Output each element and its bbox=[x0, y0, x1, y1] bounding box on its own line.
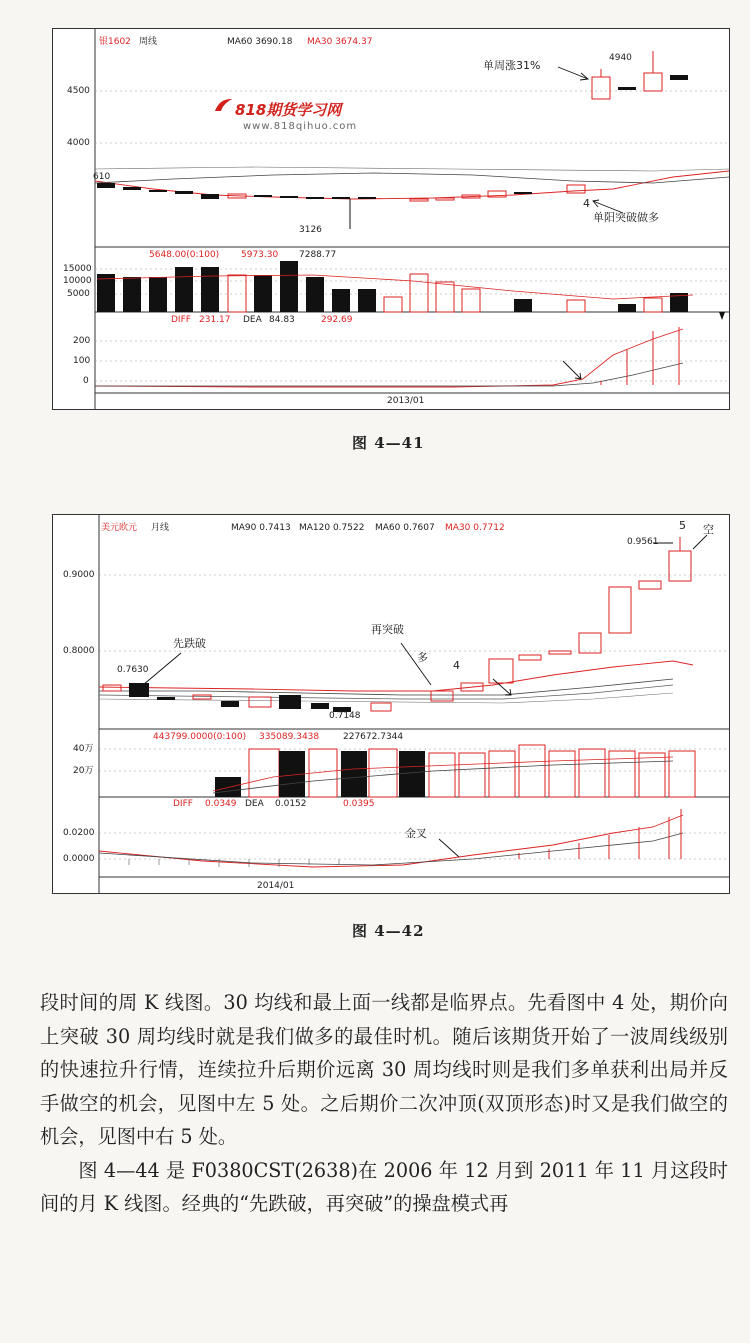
vol-label-3: 7288.77 bbox=[299, 250, 337, 260]
macd-value: 292.69 bbox=[321, 315, 353, 325]
vol-tick-10000: 10000 bbox=[63, 276, 92, 286]
diff-label-2: DIFF bbox=[173, 799, 193, 809]
dea-value-2: 0.0152 bbox=[275, 799, 307, 809]
vol-label-2-3: 227672.7344 bbox=[343, 732, 404, 742]
vol-tick-40w: 40万 bbox=[73, 744, 94, 754]
price-label-3126: 3126 bbox=[299, 225, 322, 235]
annotation-point-4b: 4 bbox=[453, 659, 460, 672]
price-label-07148: 0.7148 bbox=[329, 711, 361, 721]
macd-tick-000: 0.0000 bbox=[63, 854, 95, 864]
price-label-610: 610 bbox=[93, 172, 111, 182]
dea-label: DEA bbox=[243, 315, 262, 325]
annotation-golden-cross: 金叉 bbox=[405, 827, 427, 840]
macd-lines bbox=[95, 327, 683, 387]
y-tick-4500: 4500 bbox=[67, 86, 90, 96]
macd-tick-0: 0 bbox=[83, 376, 89, 386]
figure-4-42-chart bbox=[52, 514, 730, 894]
paragraph-1: 段时间的周 K 线图。30 均线和最上面一线都是临界点。先看图中 4 处，期价向上突破 30 周均线时就是我们做多的最佳时机。随后该期货开始了一波周线级别的快速拉升行情，连续拉升后期价远离 30 周均线时则是我们多单获利出局并反手做空的机会，见图中左 5 处。之后期价二次冲顶(双顶形态)时又是我们做空的机会，见图中右 5 处。 bbox=[40, 991, 728, 1148]
period-label: 周线 bbox=[139, 37, 158, 47]
caption-figure-4-42: 图 4—42 bbox=[352, 922, 425, 940]
vol-label-2-1: 443799.0000(0:100) bbox=[153, 732, 247, 742]
caption-figure-4-41: 图 4—41 bbox=[352, 434, 425, 452]
annotation-point-4: 4 bbox=[583, 197, 590, 210]
ma30-label-2: MA30 0.7712 bbox=[445, 523, 505, 533]
ma60-label: MA60 3690.18 bbox=[227, 37, 293, 47]
symbol-label: 银1602 bbox=[99, 37, 131, 47]
site-watermark bbox=[213, 97, 393, 143]
diff-value-2: 0.0349 bbox=[205, 799, 237, 809]
vol-label-1: 5648.00(0:100) bbox=[149, 250, 220, 260]
annotation-long: 多 bbox=[417, 651, 428, 664]
symbol-label-2: 美元欧元 bbox=[101, 523, 138, 533]
dea-label-2: DEA bbox=[245, 799, 264, 809]
macd-tick-002: 0.0200 bbox=[63, 828, 95, 838]
watermark-logo-icon bbox=[213, 97, 233, 113]
vol-label-2: 5973.30 bbox=[241, 250, 279, 260]
annotation-short: 空 bbox=[703, 523, 714, 536]
diff-label: DIFF bbox=[171, 315, 191, 325]
y-tick-0800: 0.8000 bbox=[63, 646, 95, 656]
period-label-2: 月线 bbox=[151, 523, 170, 533]
vol-label-2-2: 335089.3438 bbox=[259, 732, 320, 742]
price-label-4940: 4940 bbox=[609, 53, 632, 63]
y-tick-0900: 0.9000 bbox=[63, 570, 95, 580]
annotation-re-break: 再突破 bbox=[371, 623, 404, 636]
vol-tick-20w: 20万 bbox=[73, 766, 94, 776]
x-label-2013: 2013/01 bbox=[387, 396, 425, 406]
annotation-breakout-long: 单阳突破做多 bbox=[593, 211, 659, 224]
dea-value: 84.83 bbox=[269, 315, 295, 325]
annotation-point-5: 5 bbox=[679, 519, 686, 532]
volume-bars bbox=[97, 261, 725, 320]
watermark-url: www.818qihuo.com bbox=[243, 121, 358, 132]
paragraph-2: 图 4—44 是 F0380CST(2638)在 2006 年 12 月到 2011 年 11 月这段时间的月 K 线图。经典的“先跌破，再突破”的操盘模式再 bbox=[40, 1158, 728, 1215]
macd-value-2: 0.0395 bbox=[343, 799, 375, 809]
price-label-09561: 0.9561 bbox=[627, 537, 659, 547]
ma90-label: MA90 0.7413 bbox=[231, 523, 291, 533]
ma30-label: MA30 3674.37 bbox=[307, 37, 373, 47]
annotation-break-down: 先跌破 bbox=[173, 637, 206, 650]
ma120-label: MA120 0.7522 bbox=[299, 523, 365, 533]
vol-tick-15000: 15000 bbox=[63, 264, 92, 274]
annotation-weekly-rise: 单周涨31% bbox=[483, 59, 541, 72]
body-text bbox=[40, 986, 728, 1221]
diff-value: 231.17 bbox=[199, 315, 231, 325]
ma60-label-2: MA60 0.7607 bbox=[375, 523, 435, 533]
figure-4-41-chart bbox=[52, 28, 730, 410]
watermark-title: 818期货学习网 bbox=[235, 101, 342, 119]
figure-4-42-svg bbox=[53, 515, 729, 893]
macd-lines-2 bbox=[99, 809, 683, 867]
macd-tick-100: 100 bbox=[73, 356, 91, 366]
vol-tick-5000: 5000 bbox=[67, 289, 90, 299]
macd-tick-200: 200 bbox=[73, 336, 91, 346]
x-label-2014: 2014/01 bbox=[257, 881, 295, 891]
price-label-07630: 0.7630 bbox=[117, 665, 149, 675]
y-tick-4000: 4000 bbox=[67, 138, 90, 148]
